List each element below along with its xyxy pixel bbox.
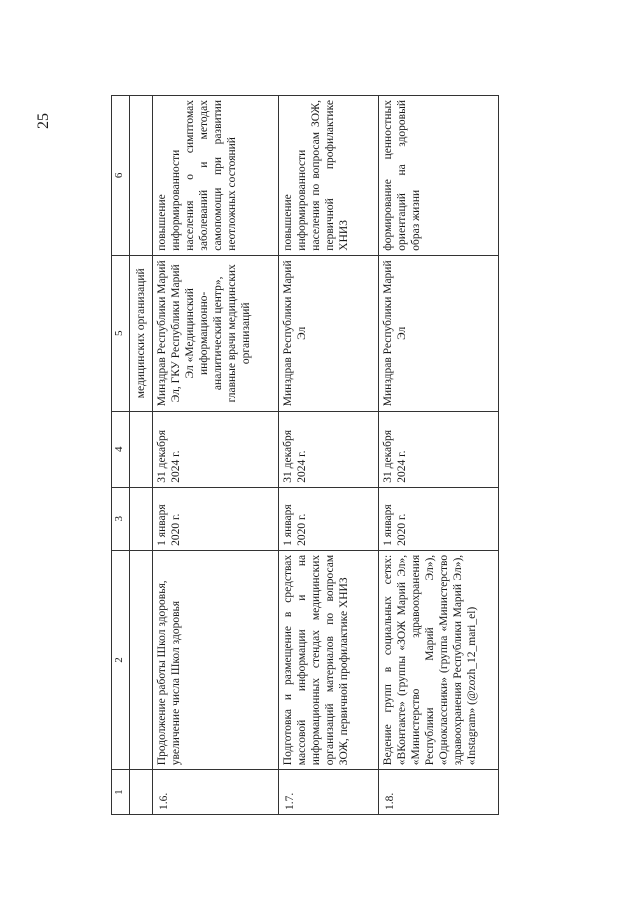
row-result: формирование ценностных ориентаций на здоровый образ жизни <box>379 96 499 256</box>
table-row-continuation <box>130 96 153 815</box>
cell-empty <box>130 96 153 256</box>
header-col-1: 1 <box>112 770 130 815</box>
row-end-date: 31 декабря 2024 г. <box>279 411 379 487</box>
header-col-5: 5 <box>112 255 130 411</box>
table-row <box>279 96 379 815</box>
row-responsible: Минздрав Республики Марий Эл, ГКУ Республики Марий Эл «Медицинский информационно-аналитический центр», главные врачи медицинских организаций <box>153 255 279 411</box>
table-row <box>379 96 499 815</box>
row-start-date: 1 января 2020 г. <box>153 487 279 550</box>
row-start-date: 1 января 2020 г. <box>279 487 379 550</box>
row-result: повышение информированности населения о симптомах заболеваний и методах самопомощи при развитии неотложных состояний <box>153 96 279 256</box>
row-responsible: Минздрав Республики Марий Эл <box>279 255 379 411</box>
rotated-table-container <box>111 95 478 815</box>
table-header-row <box>112 96 130 815</box>
continuation-text: медицинских организаций <box>130 255 153 411</box>
row-action: Ведение групп в социальных сетях: «ВКонтакте» (группы «ЗОЖ Марий Эл», «Министерство здравоохранения Республики Марий Эл»), «Одноклассники» (группа «Министерство здравоохранения Республики Марий Эл»), «Instagram» (@zozh_12_mari_el) <box>379 550 499 769</box>
row-end-date: 31 декабря 2024 г. <box>379 411 499 487</box>
row-result: повышение информированности населения по вопросам ЗОЖ, первичной профилактике ХНИЗ <box>279 96 379 256</box>
row-number: 1.7. <box>279 770 379 815</box>
row-action: Продолжение работы Школ здоровья, увеличение числа Школ здоровья <box>153 550 279 769</box>
cell-empty <box>130 411 153 487</box>
cell-empty <box>130 550 153 769</box>
row-start-date: 1 января 2020 г. <box>379 487 499 550</box>
header-col-2: 2 <box>112 550 130 769</box>
header-col-3: 3 <box>112 487 130 550</box>
row-action: Подготовка и размещение в средствах массовой информации и на информационных стендах медицинских организаций материалов по вопросам ЗОЖ, первичной профилактике ХНИЗ <box>279 550 379 769</box>
header-col-6: 6 <box>112 96 130 256</box>
row-responsible: Минздрав Республики Марий Эл <box>379 255 499 411</box>
header-col-4: 4 <box>112 411 130 487</box>
cell-empty <box>130 770 153 815</box>
cell-empty <box>130 487 153 550</box>
row-number: 1.6. <box>153 770 279 815</box>
page-number: 25 <box>35 113 52 129</box>
table-row <box>153 96 279 815</box>
row-end-date: 31 декабря 2024 г. <box>153 411 279 487</box>
row-number: 1.8. <box>379 770 499 815</box>
measures-table <box>111 95 499 815</box>
